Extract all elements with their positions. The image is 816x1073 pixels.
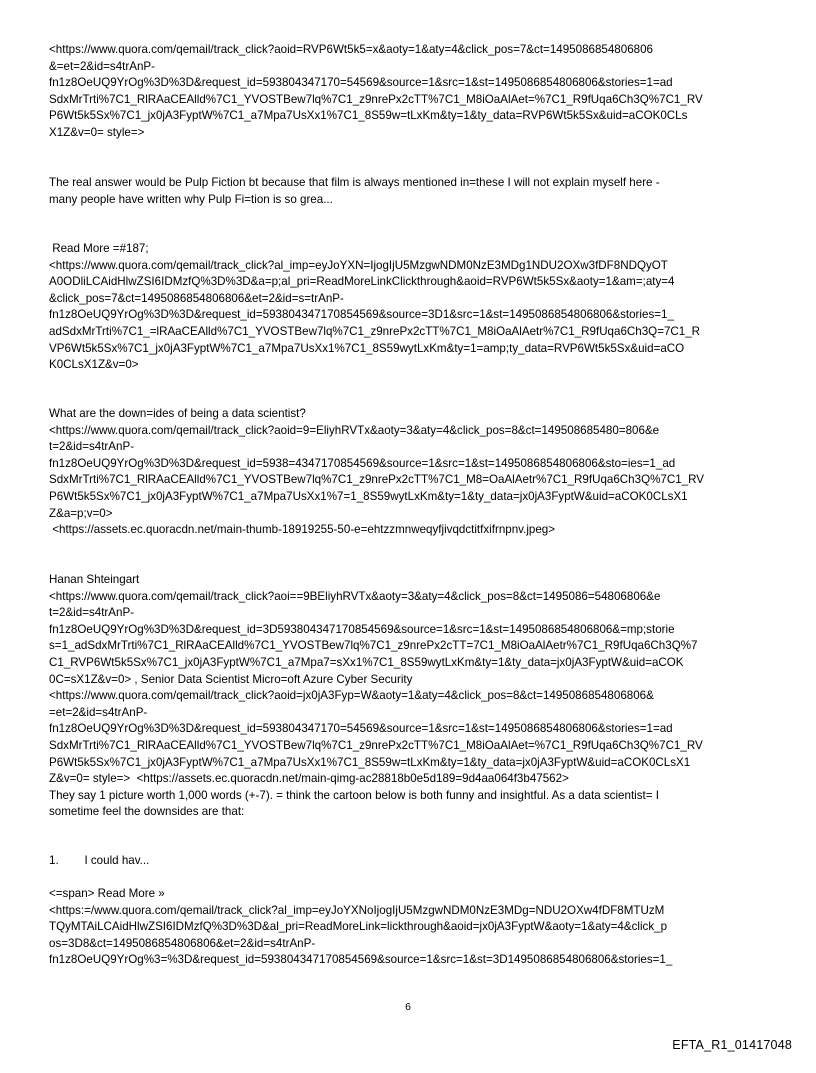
tracking-url-block-1: <https://www.quora.com/qemail/track_click?aoid=RVP6Wt5k5=x&aoty=1&aty=4&click_pos=7&ct=1495086854806806 &=et=2&id=s4trAnP- fn1z8OeUQ9YrOg%3D%3D&request_id=593804347170=54569&source=1&src=1&st=1495086854806806&stories=1=ad SdxMrTrti%7C1_RlRAaCEAlld%7C1_YVOSTBew7lq%7C1_z9nrePx2cTT%7C1_M8iOaAlAet=%7C1_R9fUqa6Ch3Q%7C1_RV P6Wt5k5Sx%7C1_jx0jA3FyptW%7C1_a7Mpa7UsXx1%7C1_8S59w=tLxKm&ty=1&ty_data=RVP6Wt5k5Sx&uid=aCOK0CLs X1Z&v=0= style=> [49, 43, 703, 139]
read-more-link-block: Read More =#187; <https://www.quora.com/qemail/track_click?al_imp=eyJoYXN=IjogIjU5MzgwNDM0NzE3MDg1NDU2OXw3fDF8NDQyOT A0ODliLCAidHlwZSI6IDMzfQ%3D%3D&a=p;al_pri=ReadMoreLinkClickthrough&aoid=RVP6Wt5k5Sx&aoty=1&am=;aty=4 &click_pos=7&ct=1495086854806806&et=2&id=s=trAnP- fn1z8OeUQ9YrOg%3D%3D&request_id=593804347170854569&source=3D1&src=1&st=1495086854806806&stories=1_ adSdxMrTrti%7C1_=lRAaCEAlld%7C1_YVOSTBew7lq%7C1_z9nrePx2cTT%7C1_M8iOaAlAetr%7C1_R9fUqa6Ch3Q=7C1_R VP6Wt5k5Sx%7C1_jx0jA3FyptW%7C1_a7Mpa7UsXx1%7C1_8S59wytLxKm&ty=1=amp;ty_data=RVP6Wt5k5Sx&uid=aCO K0CLsX1Z&v=0> [49, 242, 701, 372]
read-more-link-block-2: <=span> Read More » <https:=/www.quora.com/qemail/track_click?al_imp=eyJoYXNoIjogIjU5MzgwNDM0NzE3MDg=NDU2OXw4fDF8MTUzM TQyMTAiLCAidHlwZSI6IDMzfQ%3D%3D&al_pri=ReadMoreLink=lickthrough&aoid=jx0jA3FyptW&aoty=1&aty=4&click_p os=3D8&ct=1495086854806806&et=2&id=s4trAnP- fn1z8OeUQ9YrOg%3=%3D&request_id=593804347170854569&source=1&src=1&st=3D1495086854806806&stories=1_ [49, 887, 673, 967]
question-block: What are the down=ides of being a data scientist? <https://www.quora.com/qemail/track_click?aoid=9=EliyhRVTx&aoty=3&aty=4&click_pos=8&ct=149508685480=806&e t=2&id=s4trAnP- fn1z8OeUQ9YrOg%3D%3D&request_id=5938=4347170854569&source=1&src=1&st=1495086854806806&sto=ies=1_ad SdxMrTrti%7C1_RlRAaCEAlld%7C1_YVOSTBew7lq%7C1_z9nrePx2cTT%7C1_M8=OaAlAetr%7C1_R9fUqa6Ch3Q%7C1_RV P6Wt5k5Sx%7C1_jx0jA3FyptW%7C1_a7Mpa7UsXx1%7=1_8S59wytLxKm&ty=1&ty_data=jx0jA3FyptW&uid=aCOK0CLsX1 Z&a=p;v=0> <https://assets.ec.quoracdn.net/main-thumb-18919255-50-e=ehtzzmnweqyfjivqdctitfxifrnpnv.jpeg> [49, 407, 705, 537]
list-item-1: 1. I could hav... [49, 854, 150, 867]
page-number: 6 [405, 1001, 411, 1013]
document-footer-id: EFTA_R1_01417048 [672, 1038, 792, 1052]
author-answer-block: Hanan Shteingart <https://www.quora.com/qemail/track_click?aoi==9BEliyhRVTx&aoty=3&aty=4&click_pos=8&ct=1495086=54806806&e t=2&id=s4trAnP- fn1z8OeUQ9YrOg%3D%3D&request_id=3D593804347170854569&source=1&src=1&st=1495086854806806&=mp;storie s=1_adSdxMrTrti%7C1_RlRAaCEAlld%7C1_YVOSTBew7lq%7C1_z9nrePx2cTT=7C1_M8iOaAlAetr%7C1_R9fUqa6Ch3Q%7 C1_RVP6Wt5k5Sx%7C1_jx0jA3FyptW%7C1_a7Mpa7=sXx1%7C1_8S59wytLxKm&ty=1&ty_data=jx0jA3FyptW&uid=aCOK 0C=sX1Z&v=0> , Senior Data Scientist Micro=oft Azure Cyber Security <https://www.quora.com/qemail/track_click?aoid=jx0jA3Fyp=W&aoty=1&aty=4&click_pos=8&ct=1495086854806806& =et=2&id=s4trAnP- fn1z8OeUQ9YrOg%3D%3D&request_id=593804347170=54569&source=1&src=1&st=1495086854806806&stories=1=ad SdxMrTrti%7C1_RlRAaCEAlld%7C1_YVOSTBew7lq%7C1_z9nrePx2cTT%7C1_M8iOaAlAet=%7C1_R9fUqa6Ch3Q%7C1_RV P6Wt5k5Sx%7C1_jx0jA3FyptW%7C1_a7Mpa7UsXx1%7C1_8S59w=tLxKm&ty=1&ty_data=jx0jA3FyptW&uid=aCOK0CLsX1 Z&v=0= style=> <https://assets.ec.quoracdn.net/main-qimg-ac28818b0e5d189=9d4aa064f3b47562> They say 1 picture worth 1,000 words (+-7). = think the cartoon below is both funny and insightful. As a data scientist= I sometime feel the downsides are that: [49, 573, 703, 819]
answer-excerpt: The real answer would be Pulp Fiction bt because that film is always mentioned in=these I will not explain myself here - many people have written why Pulp Fi=tion is so grea... [49, 176, 660, 206]
